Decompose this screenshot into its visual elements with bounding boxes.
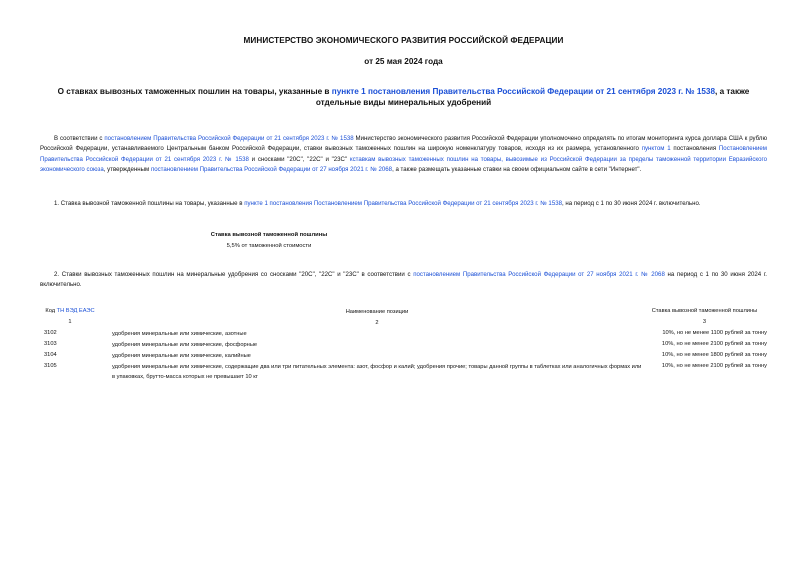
column-number-2: 2 [375,320,379,326]
section-2-text-2: на период с 1 по 30 июня 2024 г. включительно. [40,271,767,289]
intro-text-1: В соответствии с [54,135,105,142]
column-header-name: Наименование позиции [345,309,409,315]
table-number-row [40,319,767,330]
document-title [40,86,767,108]
section-2-text-1: 2. Ставки вывозных таможенных пошлин на минеральные удобрения со сносками "20С", "22С" и "23С" в соответствии с [54,271,414,278]
section-2-paragraph [40,270,767,291]
fertilizer-table [40,308,767,384]
intro-link-decree-2068[interactable]: постановлением Правительства Российской Федерации от 27 ноября 2021 г. № 2068 [150,166,393,174]
column-header-code [40,308,100,314]
column-number-1: 1 [68,319,72,325]
title-text-start: О ставках вывозных таможенных пошлин на товары, указанные в [57,87,332,96]
table-row [40,341,767,352]
column-number-3: 3 [702,319,707,325]
table-row [40,363,767,384]
rate-value: 5,5% от таможенной стоимости [226,243,312,249]
title-text-end: , а также отдельные виды минеральных удобрений [315,87,750,107]
intro-link-decree-1538[interactable]: постановлением Правительства Российской Федерации от 21 сентября 2023 г. № 1538 [104,135,354,142]
intro-link-item-1[interactable]: пунктом 1 [641,145,671,153]
row-rate: 10%, но не менее 2100 рублей за тонну [661,341,767,347]
row-code: 3105 [44,363,57,369]
table-row [40,330,767,341]
row-name: удобрения минеральные или химические, содержащие два или три питательных элемента: азот, фосфор и калий; удобрения прочие; товары данной группы в таблетках или аналогичных формах или в упаковках, брутто-масса которых не превышает 10 кг [112,364,642,380]
section-2-link[interactable]: постановлением Правительства Российской Федерации от 27 ноября 2021 г. № 2068 [413,271,665,278]
intro-text-5: , утвержденным [103,166,151,174]
row-rate: 10%, но не менее 1800 рублей за тонну [661,352,767,358]
column-header-rate: Ставка вывозной таможенной пошлины [651,308,758,314]
row-name: удобрения минеральные или химические, фосфорные [112,342,258,348]
intro-paragraph [40,134,767,176]
title-link[interactable]: пункте 1 постановления Правительства Российской Федерации от 21 сентября 2023 г. № 1538 [331,87,716,96]
row-rate: 10%, но не менее 2100 рублей за тонну [661,363,767,369]
section-1-paragraph [40,199,767,209]
intro-text-2: Министерство экономического развития Российской Федерации уполномочено определять по итогам мониторинга курса доллара США к рублю Российской Федерации, устанавливаемого Центральным банком Российской Федерации, ставки вывозных таможенных пошлин на широкую номенклатуру товаров, исходя из их размера, установленного [40,135,768,153]
intro-text-6: , а также размещать указанные ставки на своем официальном сайте в сети "Интернет". [392,166,642,174]
section-1-link[interactable]: пункте 1 постановления Постановлением Правительства Российской Федерации от 21 сентября 2023 г. № 1538 [244,200,562,207]
section-1-text-2: , на период с 1 по 30 июня 2024 г. включительно. [561,200,701,207]
ministry-heading: МИНИСТЕРСТВО ЭКОНОМИЧЕСКОГО РАЗВИТИЯ РОССИЙСКОЙ ФЕДЕРАЦИИ [243,36,564,45]
code-header-prefix: Код [45,308,57,314]
intro-link-export-rates[interactable]: кставкам вывозных таможенных пошлин на товары, вывозимые из Российской Федерации за пределы таможенной территории Евразийского экономического союза [40,155,768,174]
row-name: удобрения минеральные или химические, азотные [112,331,247,337]
section-1-text-1: 1. Ставка вывозной таможенной пошлины на товары, указанные в [54,200,245,207]
row-code: 3104 [44,352,57,358]
rate-header: Ставка вывозной таможенной пошлины [210,232,328,238]
intro-text-4: и сносками "20С", "22С" и "23С" [248,155,350,163]
row-code: 3103 [44,341,57,347]
document-date: от 25 мая 2024 года [364,57,443,66]
table-header-row [40,308,767,319]
row-code: 3102 [44,330,57,336]
row-rate: 10%, но не менее 1100 рублей за тонну [662,330,767,336]
tn-ved-link[interactable]: ТН ВЭД ЕАЭС [56,308,95,314]
intro-link-decree-1538-b[interactable]: Постановлением Правительства Российской Федерации от 21 сентября 2023 г. № 1538 [40,145,767,163]
row-name: удобрения минеральные или химические, калийные [112,353,251,359]
table-row [40,352,767,363]
intro-text-3: постановления [670,145,719,153]
